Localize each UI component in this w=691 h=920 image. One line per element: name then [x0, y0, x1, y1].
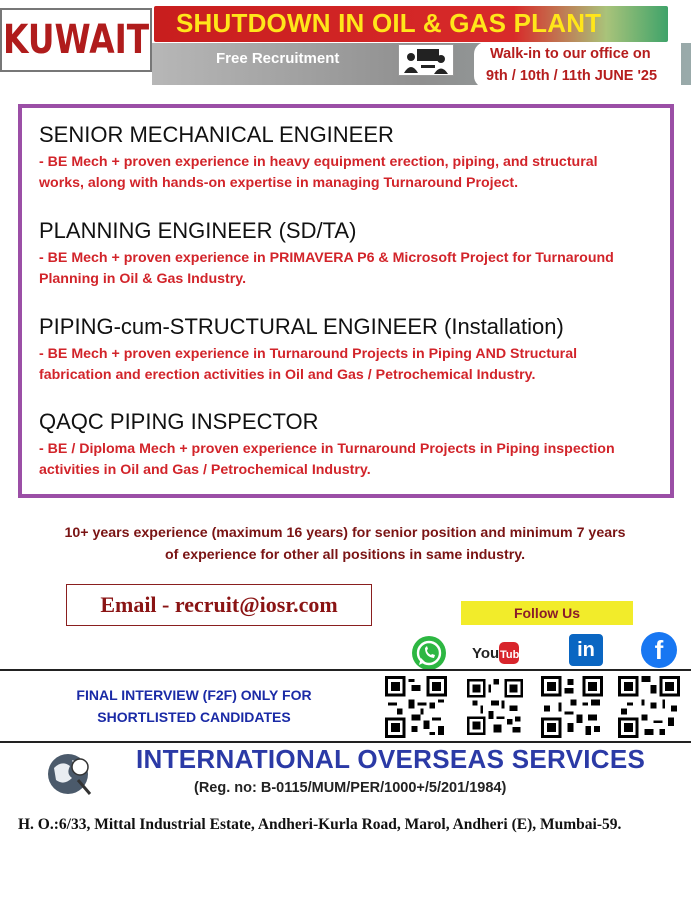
job-piping-structural-engineer [39, 314, 669, 386]
job-listings [18, 104, 674, 498]
job-desc-line: - BE Mech + proven experience in Turnaround Projects in Piping AND Structural [39, 346, 578, 362]
facebook-icon[interactable] [641, 632, 677, 668]
linkedin-icon[interactable] [569, 634, 603, 666]
job-description [39, 248, 669, 290]
facebook-label: f [654, 635, 664, 665]
job-desc-line: activities in Oil and Gas / Petrochemical Industry. [39, 462, 371, 478]
svg-text:Tube: Tube [500, 649, 526, 661]
divider [0, 669, 691, 671]
company-name: INTERNATIONAL OVERSEAS SERVICES [136, 744, 646, 774]
job-title: PIPING-cum-STRUCTURAL ENGINEER (Installation) [39, 314, 564, 339]
job-desc-line: - BE Mech + proven experience in PRIMAVERA P6 & Microsoft Project for Turnaround [39, 250, 614, 266]
qr-code-linkedin[interactable] [541, 676, 603, 738]
linkedin-label: in [577, 638, 595, 661]
follow-us-banner [461, 601, 633, 625]
email-link[interactable]: Email - recruit@iosr.com [100, 592, 338, 617]
job-desc-line: Planning in Oil & Gas Industry. [39, 271, 247, 287]
title-banner [154, 6, 668, 42]
qr-code-whatsapp[interactable] [385, 676, 447, 738]
page-title: SHUTDOWN IN OIL & GAS PLANT [176, 8, 602, 38]
meeting-people-icon [398, 44, 454, 76]
header [0, 0, 691, 88]
walkin-line1: Walk-in to our office on [490, 46, 651, 62]
globe-logo-icon [44, 750, 98, 800]
company-registration: (Reg. no: B-0115/MUM/PER/1000+/5/201/1984) [194, 780, 507, 796]
country-label: KUWAIT [2, 17, 150, 63]
walkin-dates: 9th / 10th / 11th JUNE '25 [486, 68, 658, 84]
head-office-address: H. O.:6/33, Mittal Industrial Estate, Andheri-Kurla Road, Marol, Andheri (E), Mumbai-59. [18, 816, 622, 833]
job-desc-line: works, along with hands-on expertise in managing Turnaround Project. [39, 175, 519, 191]
final-interview-line: SHORTLISTED CANDIDATES [97, 709, 291, 725]
youtube-icon[interactable] [470, 634, 526, 670]
job-description [39, 344, 669, 386]
job-title: PLANNING ENGINEER (SD/TA) [39, 218, 357, 243]
svg-text:You: You [472, 645, 500, 662]
job-description [39, 152, 669, 194]
free-recruitment-label: Free Recruitment [216, 50, 340, 67]
follow-us-label: Follow Us [513, 605, 581, 621]
experience-note [20, 522, 670, 566]
job-qaqc-piping-inspector [39, 409, 669, 481]
job-desc-line: fabrication and erection activities in Oil and Gas / Petrochemical Industry. [39, 367, 536, 383]
final-interview-note [56, 684, 332, 728]
experience-line: of experience for other all positions in same industry. [164, 547, 526, 563]
job-title: QAQC PIPING INSPECTOR [39, 409, 319, 434]
country-badge [0, 8, 152, 72]
experience-line: 10+ years experience (maximum 16 years) for senior position and minimum 7 years [64, 525, 626, 541]
final-interview-line: FINAL INTERVIEW (F2F) ONLY FOR [76, 687, 312, 703]
job-title: SENIOR MECHANICAL ENGINEER [39, 122, 394, 147]
qr-code-youtube[interactable] [467, 678, 523, 736]
job-desc-line: - BE Mech + proven experience in heavy equipment erection, piping, and structural [39, 154, 598, 170]
job-senior-mechanical-engineer [39, 122, 669, 194]
qr-code-facebook[interactable] [618, 676, 680, 738]
whatsapp-icon[interactable] [412, 636, 446, 670]
job-description [39, 439, 669, 481]
job-planning-engineer [39, 218, 669, 290]
divider [0, 741, 691, 743]
job-desc-line: - BE / Diploma Mech + proven experience in Turnaround Projects in Piping inspection [39, 441, 615, 457]
email-box[interactable] [66, 584, 372, 626]
